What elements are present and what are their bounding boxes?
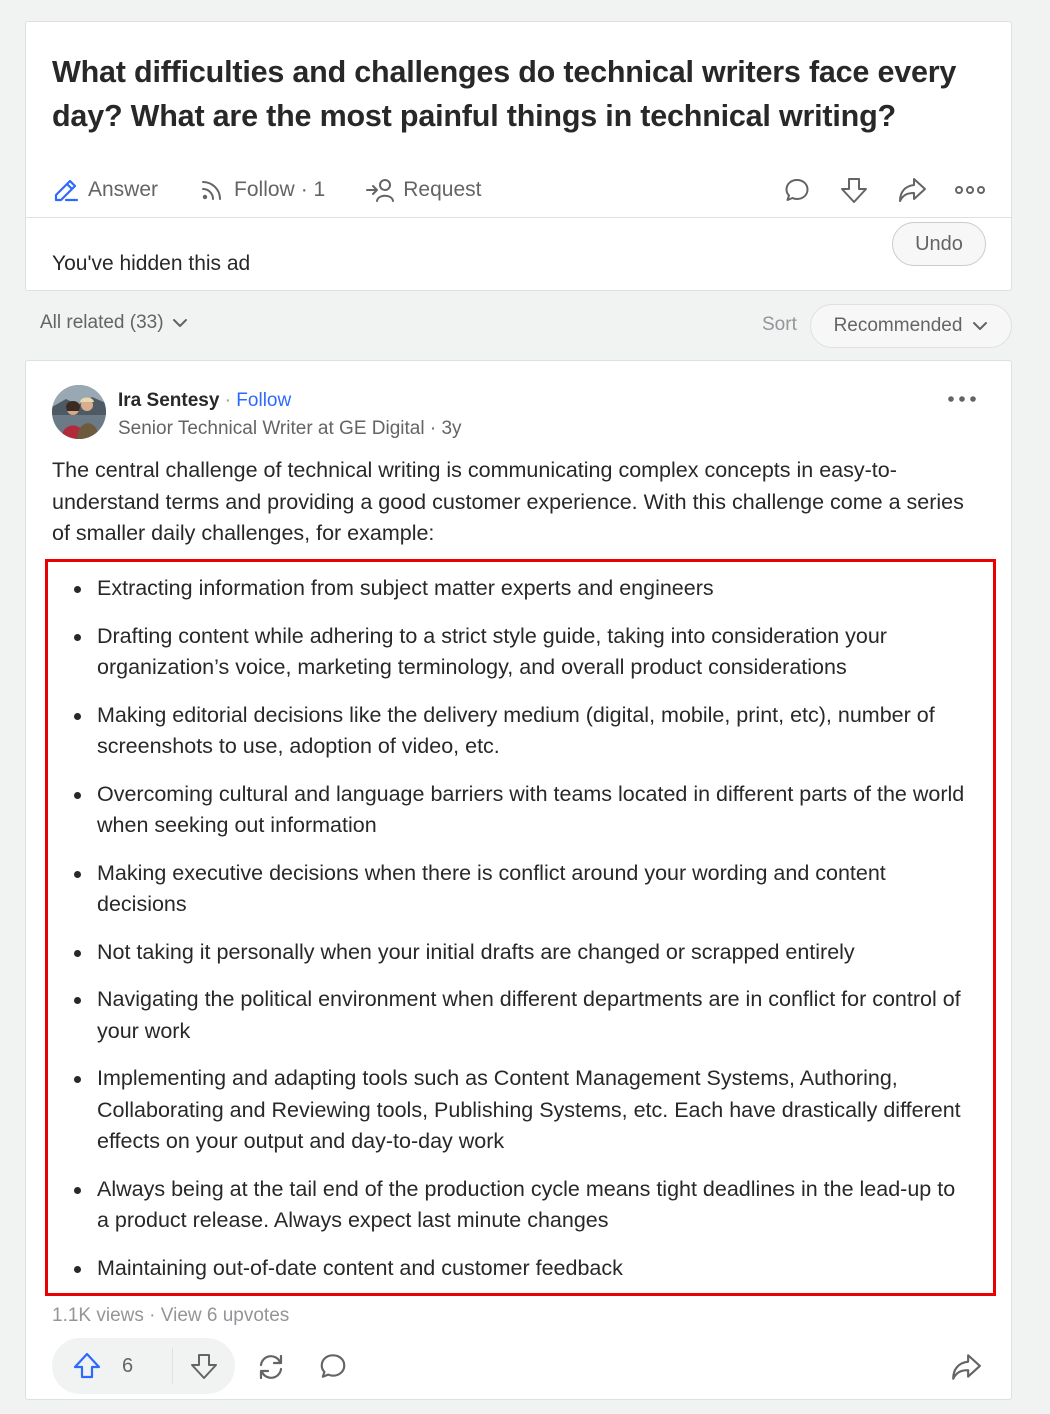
author-line (118, 390, 291, 412)
follow-author-link[interactable]: Follow (236, 390, 292, 411)
request-button[interactable] (365, 176, 481, 204)
chevron-down-icon (972, 321, 988, 331)
share-icon[interactable] (950, 1351, 982, 1388)
author-credential[interactable]: Senior Technical Writer at GE Digital · 3y (118, 418, 462, 439)
reshare-icon[interactable] (255, 1351, 287, 1388)
question-title[interactable]: What difficulties and challenges do technical writers face every day? What are the most painful things in technical writing? (52, 55, 957, 133)
list-item: Maintaining out-of-date content and customer feedback (71, 1253, 971, 1285)
author-name[interactable]: Ira Sentesy (118, 390, 220, 411)
all-related-label: All related (33) (40, 312, 164, 333)
list-item: Not taking it personally when your initial drafts are changed or scrapped entirely (71, 937, 971, 969)
views-count: 1.1K views (52, 1305, 144, 1326)
answer-intro: The central challenge of technical writing is communicating complex concepts in easy-to-understand terms and providing a good customer experience. With this challenge come a series of smaller daily challenges, for example: (52, 458, 964, 545)
upvote-count: 6 (122, 1354, 134, 1377)
list-item: Drafting content while adhering to a strict style guide, taking into consideration your organization’s voice, marketing terminology, and overall product considerations (71, 621, 971, 684)
comment-icon[interactable] (783, 176, 811, 204)
question-icon-actions (755, 170, 985, 210)
rss-icon (198, 176, 226, 204)
more-icon[interactable] (955, 185, 985, 195)
sort-label: Sort (762, 314, 797, 335)
meta-separator: · (143, 1305, 161, 1326)
downvote-icon[interactable] (839, 175, 869, 205)
list-item: Always being at the tail end of the production cycle means tight deadlines in the lead-up to a product release. Always expect last minute changes (71, 1174, 971, 1237)
view-upvotes-link[interactable]: View 6 upvotes (160, 1305, 290, 1326)
downvote-icon (189, 1351, 219, 1381)
challenge-list (71, 573, 971, 1300)
list-item: Extracting information from subject matter experts and engineers (71, 573, 971, 605)
answer-card (25, 360, 1012, 1400)
list-item: Making editorial decisions like the delivery medium (digital, mobile, print, etc), number of screenshots to use, adoption of video, etc. (71, 700, 971, 763)
follow-count: · 1 (300, 178, 326, 201)
avatar[interactable] (52, 385, 106, 439)
request-person-icon (365, 176, 395, 204)
hidden-ad-text: You've hidden this ad (52, 252, 251, 275)
question-card (25, 21, 1012, 291)
chevron-down-icon (172, 318, 188, 328)
answer-button[interactable] (52, 176, 158, 204)
list-item: Overcoming cultural and language barriers with teams located in different parts of the world when seeking out information (71, 779, 971, 842)
list-item: Navigating the political environment when different departments are in conflict for control of your work (71, 984, 971, 1047)
list-item: Implementing and adapting tools such as Content Management Systems, Authoring, Collaborating and Reviewing tools, Publishing Systems, etc. Each have drastically different effects on your output and day-to-day work (71, 1063, 971, 1158)
upvote-icon (72, 1351, 102, 1381)
follow-label: Follow (234, 178, 295, 201)
answer-label: Answer (88, 178, 159, 201)
comment-icon[interactable] (318, 1351, 348, 1386)
answer-more-icon[interactable] (947, 391, 977, 409)
sort-dropdown[interactable] (810, 304, 1012, 348)
list-item: Making executive decisions when there is conflict around your wording and content decisions (71, 858, 971, 921)
share-icon[interactable] (897, 175, 927, 205)
pencil-icon (52, 176, 80, 204)
follow-question-button[interactable] (198, 176, 325, 204)
sort-value: Recommended (833, 315, 963, 336)
all-related-dropdown[interactable] (40, 312, 188, 334)
undo-button[interactable]: Undo (892, 222, 986, 266)
divider (26, 217, 1011, 218)
author-separator: · (219, 390, 237, 411)
vote-pill (52, 1338, 235, 1394)
request-label: Request (403, 178, 482, 201)
answer-meta (52, 1305, 289, 1327)
downvote-button[interactable] (173, 1338, 235, 1394)
upvote-button[interactable] (52, 1338, 172, 1394)
